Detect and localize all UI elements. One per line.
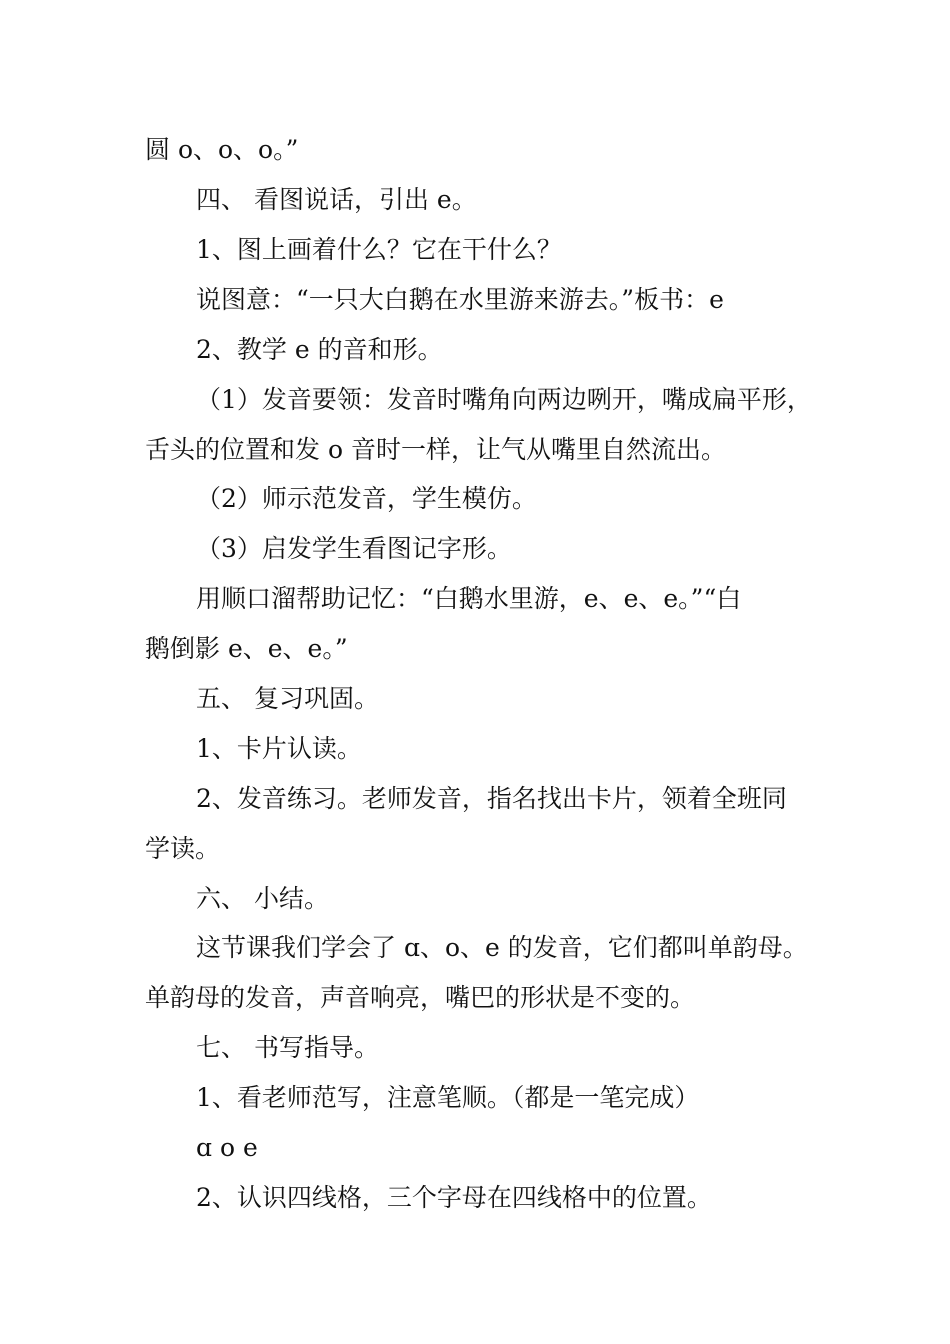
text-line: 2、认识四线格，三个字母在四线格中的位置。 — [196, 1183, 712, 1212]
text-line: 2、教学 e 的音和形。 — [196, 335, 443, 364]
text-line: 用顺口溜帮助记忆：“白鹅水里游，e、e、e。”“白 — [196, 584, 742, 613]
text-line: 舌头的位置和发 o 音时一样，让气从嘴里自然流出。 — [145, 435, 726, 464]
text-line: 1、看老师范写，注意笔顺。（都是一笔完成） — [196, 1083, 700, 1112]
text-line: 这节课我们学会了 ɑ、o、e 的发音，它们都叫单韵母。 — [196, 933, 808, 962]
section-heading-5: 五、 复习巩固。 — [196, 684, 379, 713]
section-heading-4: 四、 看图说话，引出 e。 — [196, 185, 477, 214]
text-line: 圆 o、o、o。” — [145, 135, 299, 164]
text-line: 1、卡片认读。 — [196, 734, 362, 763]
text-line: 单韵母的发音，声音响亮，嘴巴的形状是不变的。 — [145, 983, 696, 1012]
text-line: （3）启发学生看图记字形。 — [196, 534, 512, 563]
letters-line: ɑ o e — [196, 1133, 258, 1162]
text-line: 1、图上画着什么？它在干什么？ — [196, 235, 562, 264]
section-heading-6: 六、 小结。 — [196, 884, 329, 913]
text-line: 2、发音练习。老师发音，指名找出卡片，领着全班同 — [196, 784, 787, 813]
text-line: 学读。 — [145, 834, 221, 863]
text-line: （2）师示范发音，学生模仿。 — [196, 484, 537, 513]
section-heading-7: 七、 书写指导。 — [196, 1033, 379, 1062]
text-line: 鹅倒影 e、e、e。” — [145, 634, 348, 663]
text-line: 说图意：“一只大白鹅在水里游来游去。”板书：e — [196, 285, 724, 314]
text-line: （1）发音要领：发音时嘴角向两边咧开，嘴成扁平形， — [196, 385, 812, 414]
